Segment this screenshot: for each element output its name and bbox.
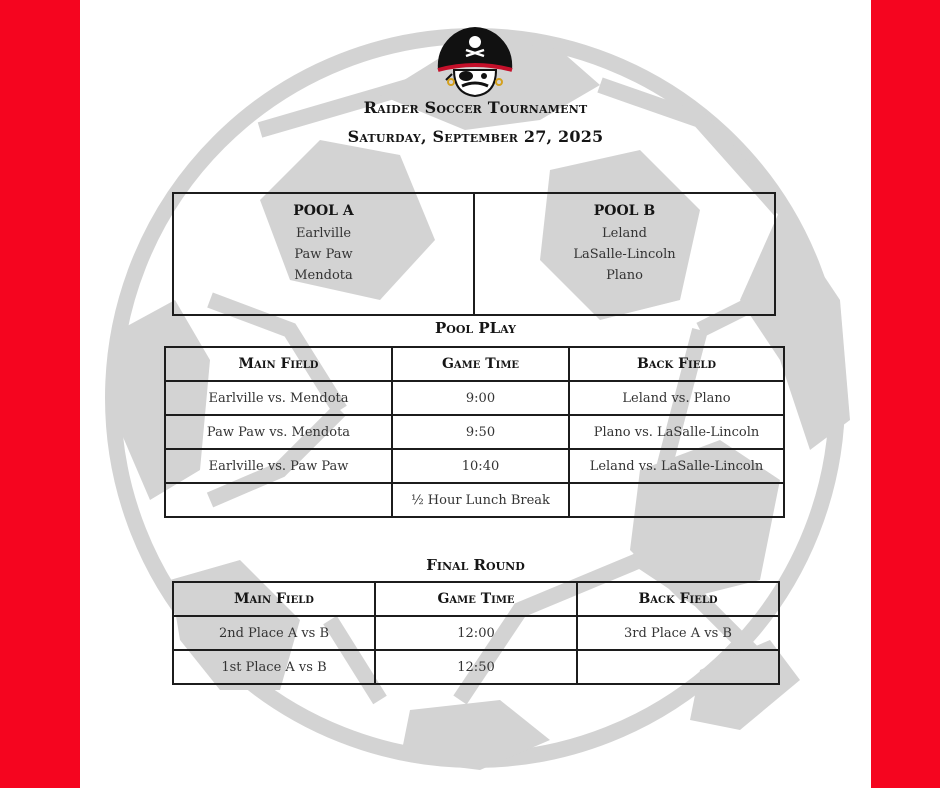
- game-time: 12:50: [375, 650, 577, 684]
- game-time: 9:00: [392, 381, 569, 415]
- column-header: Main Field: [173, 582, 375, 616]
- column-header: Game Time: [392, 347, 569, 381]
- pirate-mascot-icon: [432, 20, 518, 98]
- main-field-match: Earlville vs. Mendota: [165, 381, 392, 415]
- pool-team: Mendota: [294, 268, 353, 283]
- lunch-break: ½ Hour Lunch Break: [392, 483, 569, 517]
- main-field-match: [165, 483, 392, 517]
- column-header: Back Field: [569, 347, 784, 381]
- table-header-row: [173, 582, 779, 616]
- left-red-border: [0, 0, 80, 788]
- back-field-match: 3rd Place A vs B: [577, 616, 779, 650]
- column-header: Main Field: [165, 347, 392, 381]
- pool-team: Earlville: [295, 226, 352, 241]
- pool-name: POOL A: [293, 203, 354, 219]
- pools-box: [172, 192, 776, 316]
- column-header: Back Field: [577, 582, 779, 616]
- pool-team: LaSalle-Lincoln: [573, 247, 676, 262]
- tournament-date: Saturday, September 27, 2025: [347, 127, 604, 146]
- table-row: [165, 415, 784, 449]
- table-row: [165, 483, 784, 517]
- game-time: 12:00: [375, 616, 577, 650]
- main-field-match: 1st Place A vs B: [173, 650, 375, 684]
- main-field-match: Earlville vs. Paw Paw: [165, 449, 392, 483]
- pool-team: Leland: [602, 226, 647, 241]
- main-field-match: Paw Paw vs. Mendota: [165, 415, 392, 449]
- back-field-match: Plano vs. LaSalle-Lincoln: [569, 415, 784, 449]
- back-field-match: [569, 483, 784, 517]
- table-row: [165, 449, 784, 483]
- table-header-row: [165, 347, 784, 381]
- pool-name: POOL B: [593, 203, 656, 219]
- back-field-match: Leland vs. Plano: [569, 381, 784, 415]
- pool-a: [174, 194, 473, 314]
- table-row: [173, 650, 779, 684]
- column-header: Game Time: [375, 582, 577, 616]
- pool-team: Paw Paw: [294, 247, 353, 262]
- pool-b: [473, 194, 774, 314]
- pool-team: Plano: [606, 268, 643, 283]
- final-round-title: Final Round: [426, 556, 525, 574]
- tournament-title: Raider Soccer Tournament: [363, 98, 588, 117]
- back-field-match: Leland vs. LaSalle-Lincoln: [569, 449, 784, 483]
- game-time: 10:40: [392, 449, 569, 483]
- table-row: [173, 616, 779, 650]
- game-time: 9:50: [392, 415, 569, 449]
- pool-play-table: [164, 346, 785, 518]
- table-row: [165, 381, 784, 415]
- pool-play-title: Pool PLay: [434, 319, 517, 337]
- right-red-border: [871, 0, 940, 788]
- final-round-table: [172, 581, 780, 685]
- back-field-match: [577, 650, 779, 684]
- main-field-match: 2nd Place A vs B: [173, 616, 375, 650]
